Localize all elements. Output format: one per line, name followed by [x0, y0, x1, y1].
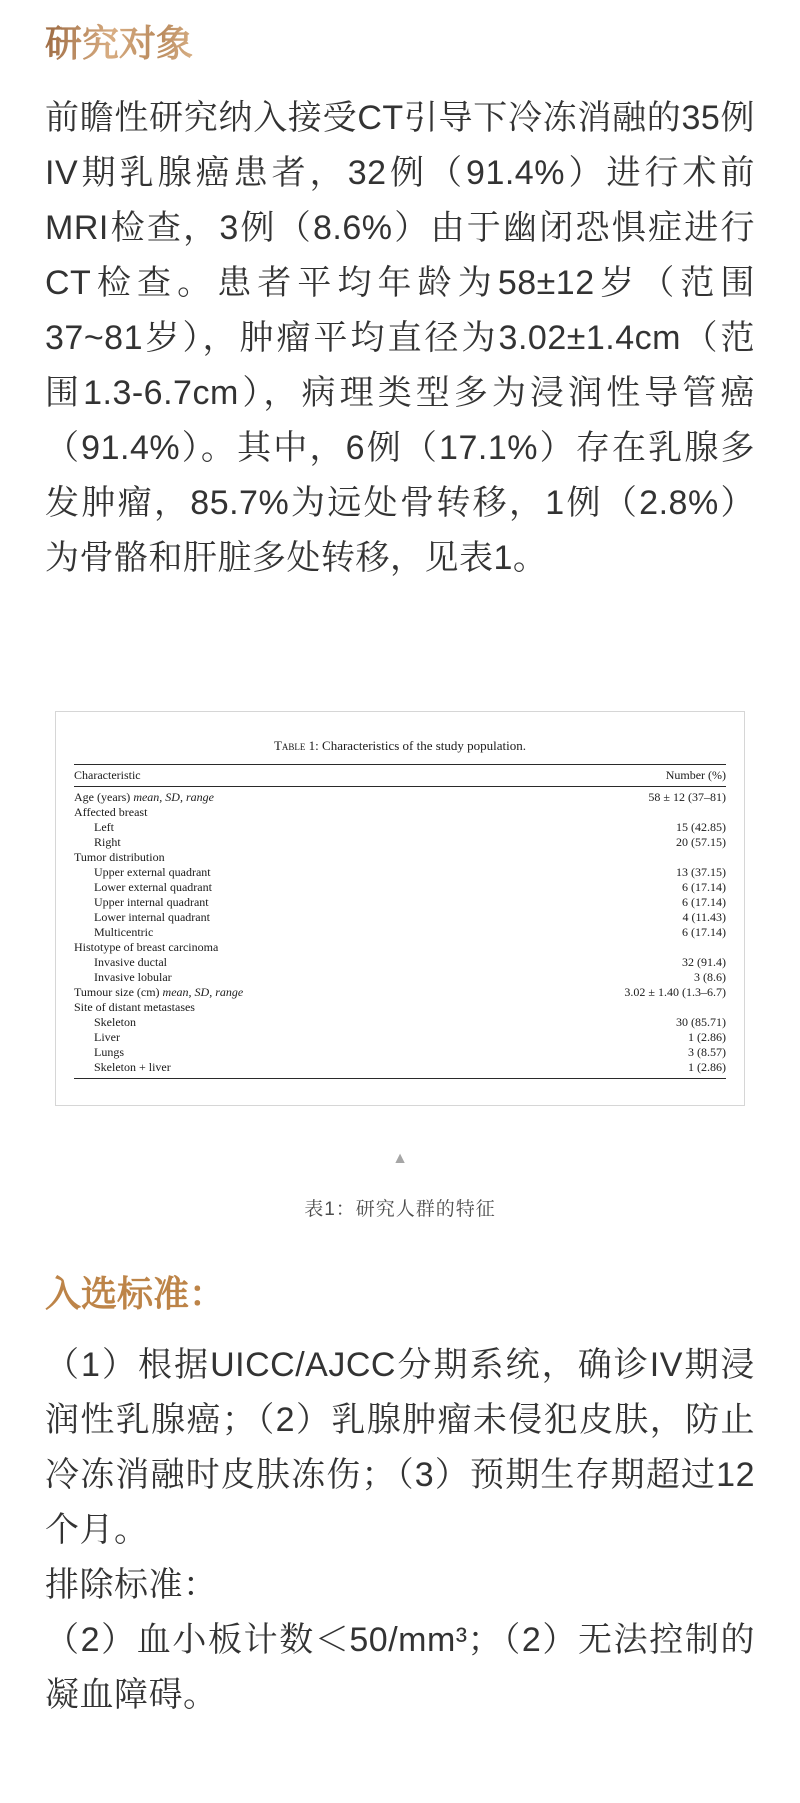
row-number-cell: 1 (2.86)	[481, 1060, 726, 1079]
row-number-cell: 6 (17.14)	[682, 894, 726, 909]
row-number-cell: 20 (57.15)	[676, 834, 726, 849]
column-header-number: Number (%)	[481, 764, 726, 786]
exclusion-criteria-paragraph: （2）血小板计数＜50/mm³；（2）无法控制的凝血障碍。	[45, 1620, 755, 1714]
column-header-characteristic: Characteristic	[74, 764, 481, 786]
table-row	[74, 1000, 726, 1015]
table-caption: 表1：研究人群的特征	[304, 1198, 496, 1220]
table-row	[74, 1045, 726, 1060]
row-number-cell: 6 (17.14)	[682, 879, 726, 894]
row-number-cell: 3 (8.57)	[688, 1044, 726, 1059]
table-title-label: Table 1:	[273, 737, 319, 753]
study-subjects-paragraph: 前瞻性研究纳入接受CT引导下冷冻消融的35例IV期乳腺癌患者，32例（91.4%）进行术前MRI检查，3例（8.6%）由于幽闭恐惧症进行CT检查。患者平均年龄为58±12岁（范围37~81岁），肿瘤平均直径为3.02±1.4cm（范围1.3-6.7cm），病理类型多为浸润性导管癌（91.4%）。其中，6例（17.1%）存在乳腺多发肿瘤，85.7%为远处骨转移，1例（2.8%）为骨骼和肝脏多处转移，见表1。	[45, 98, 755, 577]
table-row	[74, 865, 726, 880]
table-row	[74, 805, 726, 820]
row-number-cell: 13 (37.15)	[676, 864, 726, 879]
row-number-cell: 58 ± 12 (37–81)	[648, 789, 726, 804]
row-number-cell: 30 (85.71)	[676, 1014, 726, 1029]
row-characteristic-cell: Affected breast	[74, 804, 148, 819]
table-row	[74, 850, 726, 865]
row-number-cell	[481, 805, 726, 820]
table-row	[74, 1015, 726, 1030]
row-characteristic-cell: Invasive lobular	[94, 969, 172, 984]
row-number-cell	[481, 850, 726, 865]
section-title-study-subjects: 研究对象	[45, 21, 193, 65]
row-characteristic-cell: Skeleton	[94, 1014, 136, 1029]
table-row	[74, 1060, 726, 1079]
row-number-cell: 32 (91.4)	[682, 954, 726, 969]
row-characteristic-cell: Invasive ductal	[94, 954, 167, 969]
row-characteristic-cell: Left	[94, 819, 114, 834]
row-characteristic-cell: Upper external quadrant	[94, 864, 211, 879]
row-characteristic-cell: Lower external quadrant	[94, 879, 212, 894]
row-number-cell: 6 (17.14)	[682, 924, 726, 939]
row-number-cell: 4 (11.43)	[682, 909, 726, 924]
row-number-cell	[481, 940, 726, 955]
collapse-control	[45, 1150, 755, 1168]
table-row	[74, 820, 726, 835]
table-header-row	[74, 764, 726, 786]
row-characteristic-cell: Site of distant metastases	[74, 999, 195, 1014]
table-row	[74, 940, 726, 955]
row-characteristic-cell: Age (years) mean, SD, range	[74, 789, 214, 804]
inclusion-criteria-paragraph: （1）根据UICC/AJCC分期系统，确诊IV期浸润性乳腺癌；（2）乳腺肿瘤未侵犯皮肤，防止冷冻消融时皮肤冻伤；（3）预期生存期超过12个月。	[45, 1345, 755, 1549]
table-title-text: Characteristics of the study population.	[318, 737, 527, 753]
row-characteristic-cell: Lower internal quadrant	[94, 909, 210, 924]
table-row	[74, 1030, 726, 1045]
characteristics-table	[74, 764, 726, 1079]
table-row	[74, 985, 726, 1000]
table-row	[74, 955, 726, 970]
row-number-cell: 1 (2.86)	[688, 1029, 726, 1044]
row-characteristic-cell: Right	[94, 834, 121, 849]
row-number-cell: 15 (42.85)	[676, 819, 726, 834]
exclusion-criteria-title: 排除标准：	[45, 1565, 218, 1604]
table-row	[74, 895, 726, 910]
row-characteristic-cell: Liver	[94, 1029, 120, 1044]
row-number-cell: 3.02 ± 1.40 (1.3–6.7)	[624, 984, 726, 999]
row-characteristic-cell: Histotype of breast carcinoma	[74, 939, 219, 954]
row-characteristic-cell: Multicentric	[94, 924, 154, 939]
row-number-cell: 3 (8.6)	[694, 969, 726, 984]
row-characteristic-cell: Tumour size (cm) mean, SD, range	[74, 984, 244, 999]
table-row	[74, 910, 726, 925]
table-row	[74, 835, 726, 850]
table-title	[74, 738, 726, 754]
row-characteristic-cell: Lungs	[94, 1044, 124, 1059]
collapse-arrow-icon[interactable]: ▲	[392, 1149, 408, 1167]
table-row	[74, 880, 726, 895]
table-body	[74, 786, 726, 1078]
row-characteristic-cell: Tumor distribution	[74, 849, 165, 864]
table-row	[74, 786, 726, 805]
section-title-inclusion-criteria: 入选标准：	[45, 1272, 226, 1314]
row-characteristic-cell: Upper internal quadrant	[94, 894, 209, 909]
row-number-cell	[481, 1000, 726, 1015]
table-row	[74, 925, 726, 940]
table-row	[74, 970, 726, 985]
row-characteristic-cell: Skeleton + liver	[74, 1060, 481, 1079]
embedded-table-image	[55, 711, 745, 1106]
